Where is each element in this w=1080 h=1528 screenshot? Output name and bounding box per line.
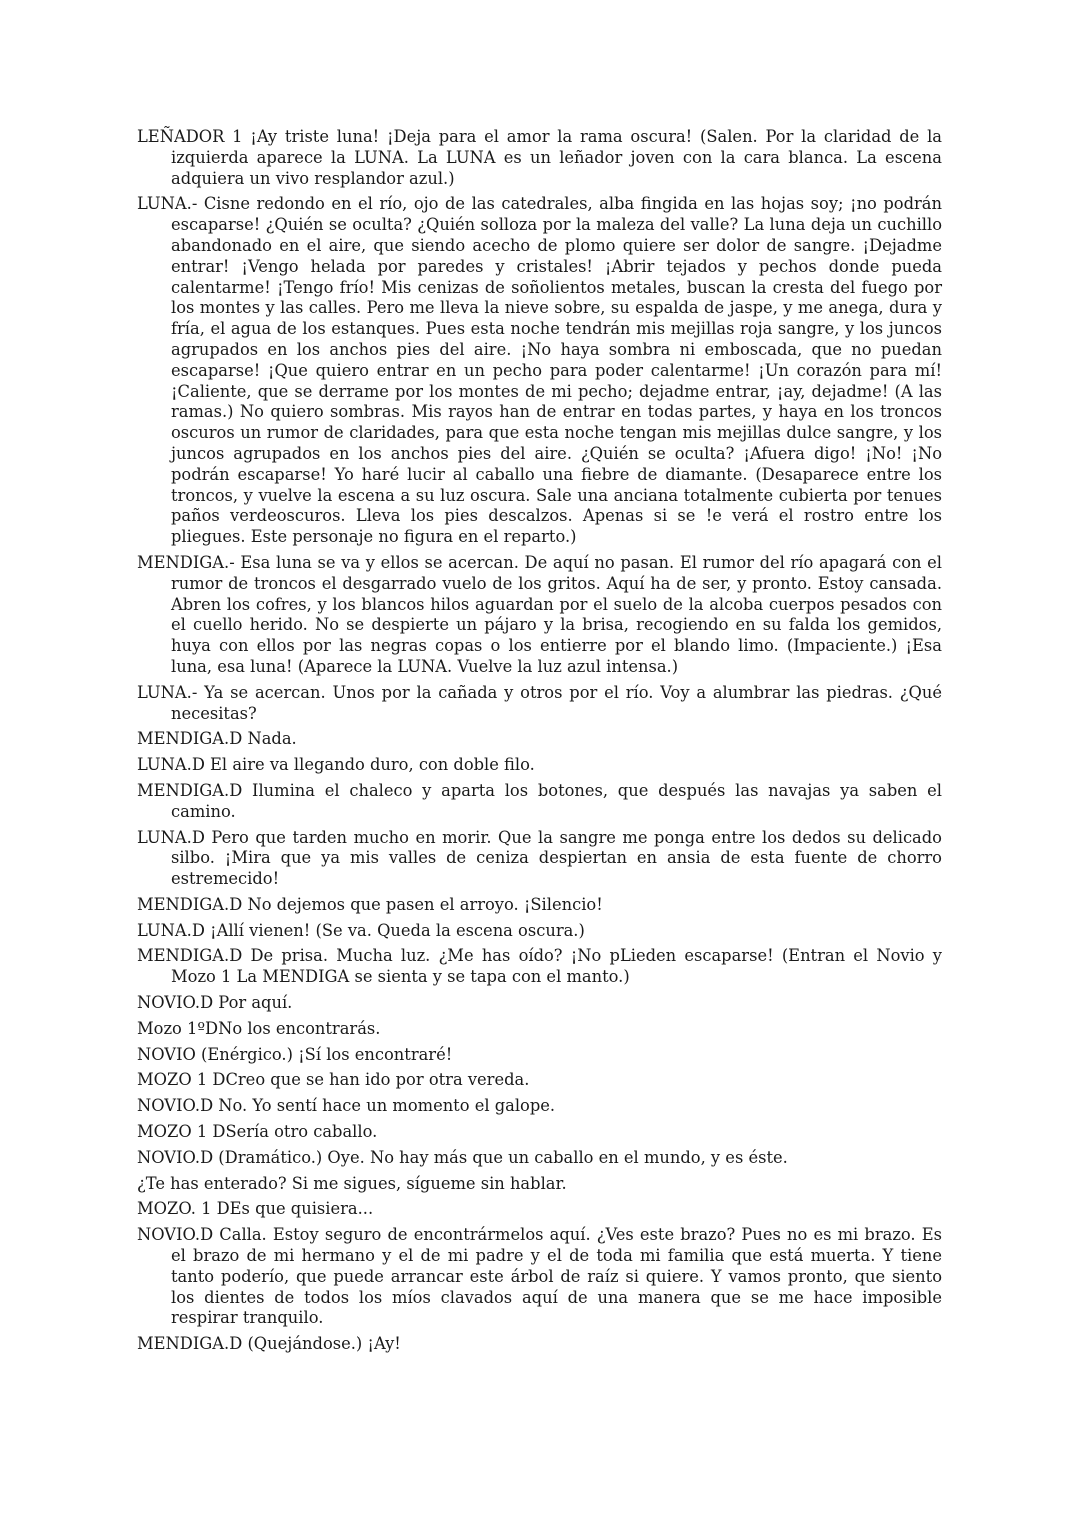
paragraph-mozo-vereda: MOZO 1 DCreo que se han ido por otra vereda. bbox=[137, 1070, 530, 1090]
paragraph-lenador-1: LEÑADOR 1 ¡Ay triste luna! ¡Deja para el amor la rama oscura! (Salen. Por la claridad de la izquierda aparece la LUNA. La LUNA es un leñador joven con la cara blanca. La escena adquiera un vivo resplandor azul.) bbox=[137, 127, 942, 188]
paragraph-mendiga-chaleco: MENDIGA.D Ilumina el chaleco y aparta los botones, que después las navajas ya saben el camino. bbox=[137, 780, 942, 821]
paragraph-novio-dramatico: NOVIO.D (Dramático.) Oye. No hay más que un caballo en el mundo, y es éste. bbox=[137, 1147, 788, 1167]
document-page bbox=[137, 127, 942, 1360]
paragraph-luna-monologue: LUNA.- Cisne redondo en el río, ojo de las catedrales, alba fingida en las hojas soy; ¡no podrán escaparse! ¿Quién se oculta? ¿Quién solloza por la maleza del valle? La luna deja un cuchillo abandonado en el aire, que siendo acecho de plomo quiere ser dolor de sangre. ¡Dejadme entrar! ¡Vengo helada por paredes y cristales! ¡Abrir tejados y pechos donde pueda calentarme! ¡Tengo frío! Mis cenizas de soñolientos metales, buscan la cresta del fuego por los montes y las calles. Pero me lleva la nieve sobre, su espalda de jaspe, y me anega, dura y fría, el agua de los estanques. Pues esta noche tendrán mis mejillas roja sangre, y los juncos agrupados en los anchos pies del aire. ¡No haya sombra ni emboscada, que no puedan escaparse! ¡Que quiero entrar en un pecho para poder calentarme! ¡Un corazón para mí! ¡Caliente, que se derrame por los montes de mi pecho; dejadme entrar, ¡ay, dejadme! (A las ramas.) No quiero sombras. Mis rayos han de entrar en todas partes, y haya en los troncos oscuros un rumor de claridades, para que esta noche tengan mis mejillas dulce sangre, y los juncos agrupados en los anchos pies del aire. ¿Quién se oculta? ¡Afuera digo! ¡No! ¡No podrán escaparse! Yo haré lucir al caballo una fiebre de diamante. (Desaparece entre los troncos, y vuelve la escena a su luz oscura. Sale una anciana totalmente cubierta por tenues paños verdeoscuros. Lleva los pies descalzos. Apenas si se !e verá el rostro entre los pliegues. Este personaje no figura en el reparto.) bbox=[137, 194, 942, 547]
paragraph-enterado: ¿Te has enterado? Si me sigues, sígueme sin hablar. bbox=[137, 1173, 567, 1193]
paragraph-novio-aqui: NOVIO.D Por aquí. bbox=[137, 993, 293, 1013]
paragraph-luna-vienen: LUNA.D ¡Allí vienen! (Se va. Queda la escena oscura.) bbox=[137, 920, 585, 940]
paragraph-luna-aire: LUNA.D El aire va llegando duro, con doble filo. bbox=[137, 755, 535, 775]
paragraph-novio-energico: NOVIO (Enérgico.) ¡Sí los encontraré! bbox=[137, 1044, 453, 1064]
paragraph-luna-acercan: LUNA.- Ya se acercan. Unos por la cañada y otros por el río. Voy a alumbrar las piedras. ¿Qué necesitas? bbox=[137, 682, 942, 723]
paragraph-luna-morir: LUNA.D Pero que tarden mucho en morir. Que la sangre me ponga entre los dedos su delicado silbo. ¡Mira que ya mis valles de ceniza despiertan en ansia de esta fuente de chorro estremecido! bbox=[137, 827, 942, 889]
paragraph-mozo-encontraras: Mozo 1ºDNo los encontrarás. bbox=[137, 1018, 381, 1038]
paragraph-novio-brazo: NOVIO.D Calla. Estoy seguro de encontrármelos aquí. ¿Ves este brazo? Pues no es mi brazo. Es el brazo de mi hermano y el de mi padre y el de toda mi familia que está muerta. Y tiene tanto poderío, que puede arrancar este árbol de raíz si quiere. Y vamos pronto, que siento los dientes de todos los míos clavados aquí de una manera que se me hace imposible respirar tranquilo. bbox=[137, 1225, 942, 1328]
paragraph-mendiga-prisa: MENDIGA.D De prisa. Mucha luz. ¿Me has oído? ¡No pLieden escaparse! (Entran el Novio y Mozo 1 La MENDIGA se sienta y se tapa con el manto.) bbox=[137, 946, 942, 987]
paragraph-mendiga-monologue: MENDIGA.- Esa luna se va y ellos se acercan. De aquí no pasan. El rumor del río apagará con el rumor de troncos el desgarrado vuelo de los gritos. Aquí ha de ser, y pronto. Estoy cansada. Abren los cofres, y los blancos hilos aguardan por el suelo de la alcoba cuerpos pesados con el cuello herido. No se despierte un pájaro y la brisa, recogiendo en su falda los gemidos, huya con ellos por las negras copas o los entierre por el blando limo. (Impaciente.) ¡Esa luna, esa luna! (Aparece la LUNA. Vuelve la luz azul intensa.) bbox=[137, 552, 942, 676]
paragraph-mozo-caballo: MOZO 1 DSería otro caballo. bbox=[137, 1122, 378, 1142]
paragraph-mozo-quisiera: MOZO. 1 DEs que quisiera... bbox=[137, 1199, 374, 1219]
paragraph-mendiga-nada: MENDIGA.D Nada. bbox=[137, 729, 297, 749]
paragraph-mendiga-ay: MENDIGA.D (Quejándose.) ¡Ay! bbox=[137, 1334, 401, 1354]
paragraph-mendiga-arroyo: MENDIGA.D No dejemos que pasen el arroyo. ¡Silencio! bbox=[137, 894, 603, 914]
paragraph-novio-galope: NOVIO.D No. Yo sentí hace un momento el galope. bbox=[137, 1096, 556, 1116]
